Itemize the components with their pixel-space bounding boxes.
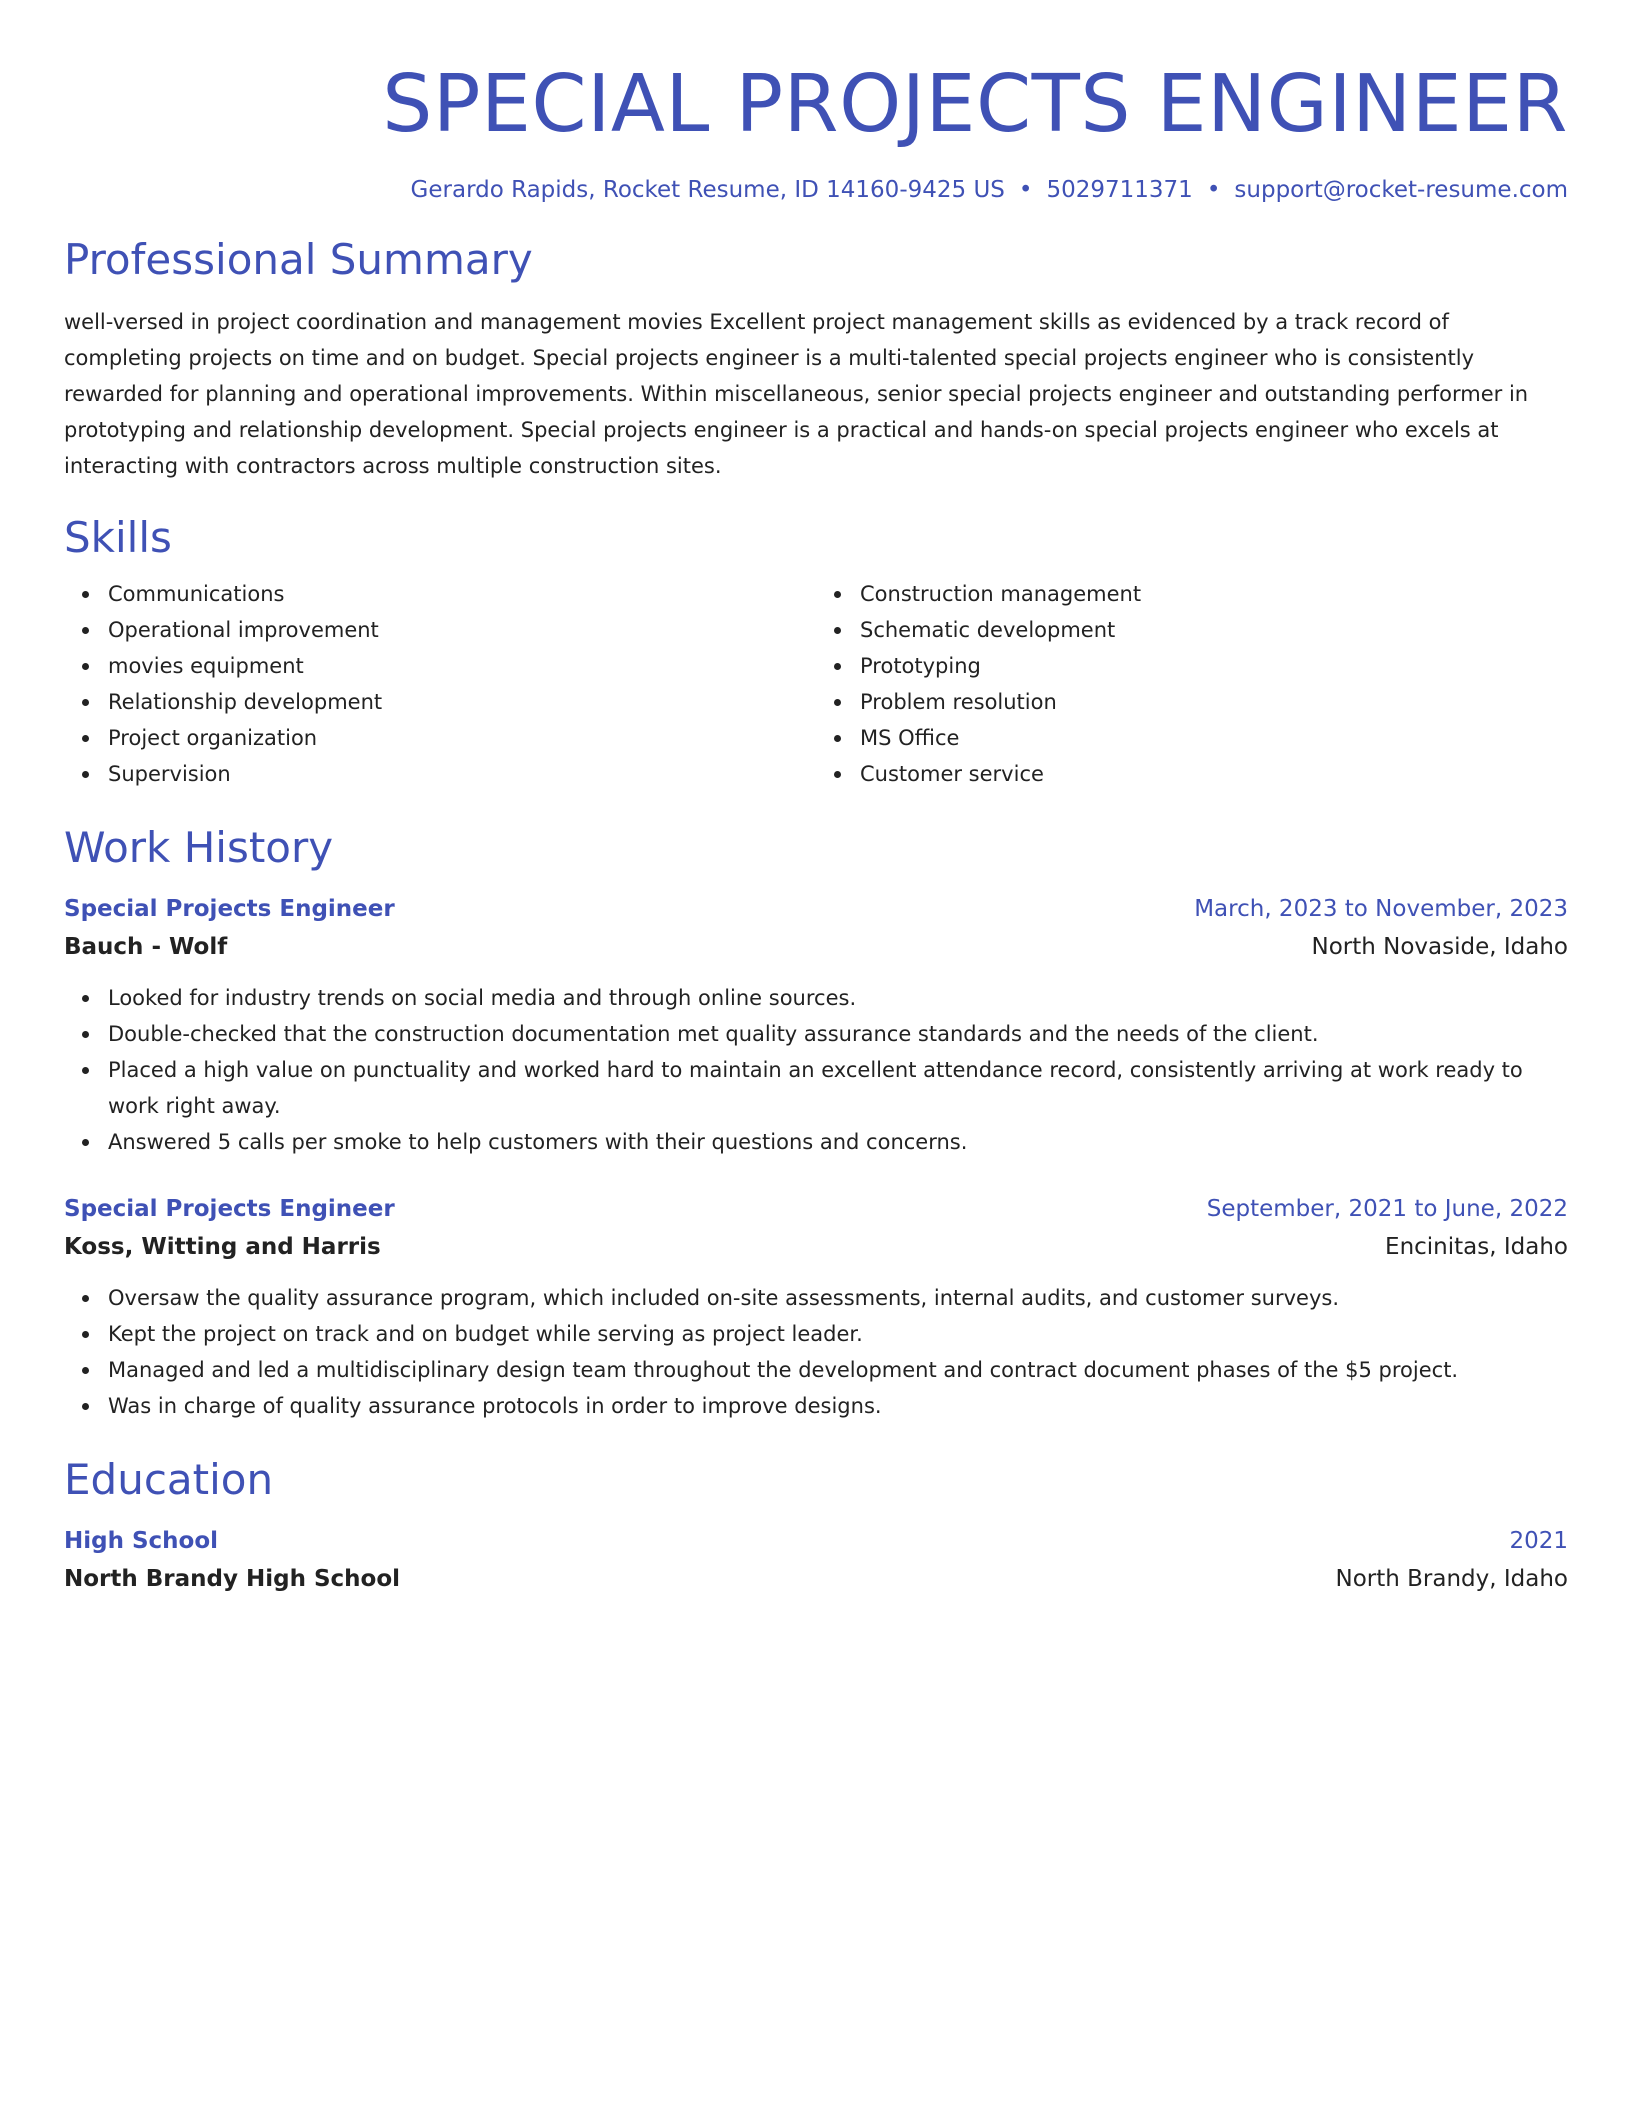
skills-grid bbox=[64, 576, 1568, 792]
job-location: Encinitas, Idaho bbox=[1385, 1234, 1568, 1260]
job-company: Koss, Witting and Harris bbox=[64, 1234, 381, 1260]
job-header-row bbox=[64, 890, 1568, 928]
job-role: Special Projects Engineer bbox=[64, 1196, 395, 1222]
job-bullet: Looked for industry trends on social media and through online sources. bbox=[108, 980, 1568, 1016]
job-header-row bbox=[64, 1190, 1568, 1228]
education-entry bbox=[64, 1522, 1568, 1598]
job-role: Special Projects Engineer bbox=[64, 896, 395, 922]
skill-item: Relationship development bbox=[108, 684, 816, 720]
skill-item: Communications bbox=[108, 576, 816, 612]
contact-email: support@rocket-resume.com bbox=[1234, 177, 1568, 203]
education-header-row bbox=[64, 1522, 1568, 1560]
skill-item: Problem resolution bbox=[860, 684, 1568, 720]
education-degree: High School bbox=[64, 1528, 219, 1554]
contact-line bbox=[64, 174, 1568, 206]
skill-item: Supervision bbox=[108, 756, 816, 792]
job-bullet: Was in charge of quality assurance protocols in order to improve designs. bbox=[108, 1388, 1568, 1424]
job-bullet: Kept the project on track and on budget while serving as project leader. bbox=[108, 1316, 1568, 1352]
education-school-row bbox=[64, 1560, 1568, 1598]
summary-heading: Professional Summary bbox=[64, 235, 533, 284]
job-bullet: Oversaw the quality assurance program, which included on-site assessments, internal audits, and customer surveys. bbox=[108, 1280, 1568, 1316]
job-company-row bbox=[64, 1228, 1568, 1266]
job-company-row bbox=[64, 928, 1568, 966]
skill-item: MS Office bbox=[860, 720, 1568, 756]
job-bullet: Managed and led a multidisciplinary design team throughout the development and contract document phases of the $5 project. bbox=[108, 1352, 1568, 1388]
contact-address: Gerardo Rapids, Rocket Resume, ID 14160-9425 US bbox=[410, 177, 1005, 203]
education-year: 2021 bbox=[1509, 1528, 1568, 1554]
resume-title: SPECIAL PROJECTS ENGINEER bbox=[382, 58, 1568, 150]
work-history-heading: Work History bbox=[64, 823, 334, 872]
skills-list-left bbox=[64, 576, 816, 792]
job-bullets bbox=[64, 1280, 1568, 1424]
contact-phone: 5029711371 bbox=[1046, 177, 1193, 203]
job-bullets bbox=[64, 980, 1568, 1160]
skill-item: movies equipment bbox=[108, 648, 816, 684]
skills-heading: Skills bbox=[64, 513, 172, 562]
job-location: North Novaside, Idaho bbox=[1311, 934, 1568, 960]
skill-item: Prototyping bbox=[860, 648, 1568, 684]
skills-list-right bbox=[816, 576, 1568, 792]
job-bullet: Placed a high value on punctuality and worked hard to maintain an excellent attendance record, consistently arriving at work ready to work right away. bbox=[108, 1052, 1568, 1124]
job-dates: March, 2023 to November, 2023 bbox=[1194, 896, 1568, 922]
contact-separator: • bbox=[1206, 177, 1221, 203]
education-school: North Brandy High School bbox=[64, 1566, 401, 1592]
job-bullet: Answered 5 calls per smoke to help customers with their questions and concerns. bbox=[108, 1124, 1568, 1160]
job-dates: September, 2021 to June, 2022 bbox=[1206, 1196, 1568, 1222]
skill-item: Customer service bbox=[860, 756, 1568, 792]
contact-separator: • bbox=[1018, 177, 1033, 203]
summary-text: well-versed in project coordination and management movies Excellent project management skills as evidenced by a track record of completing projects on time and on budget. Special projects engineer is a multi-talented special projects engineer who is consistently rewarded for planning and operational improvements. Within miscellaneous, senior special projects engineer and outstanding performer in prototyping and relationship development. Special projects engineer is a practical and hands-on special projects engineer who excels at interacting with contractors across multiple construction sites. bbox=[64, 310, 1529, 478]
skill-item: Project organization bbox=[108, 720, 816, 756]
education-location: North Brandy, Idaho bbox=[1335, 1566, 1568, 1592]
education-heading: Education bbox=[64, 1455, 274, 1504]
job-bullet: Double-checked that the construction documentation met quality assurance standards and the needs of the client. bbox=[108, 1016, 1568, 1052]
skill-item: Schematic development bbox=[860, 612, 1568, 648]
job-company: Bauch - Wolf bbox=[64, 934, 228, 960]
skill-item: Construction management bbox=[860, 576, 1568, 612]
job-entry bbox=[64, 1190, 1568, 1424]
skill-item: Operational improvement bbox=[108, 612, 816, 648]
job-entry bbox=[64, 890, 1568, 1160]
